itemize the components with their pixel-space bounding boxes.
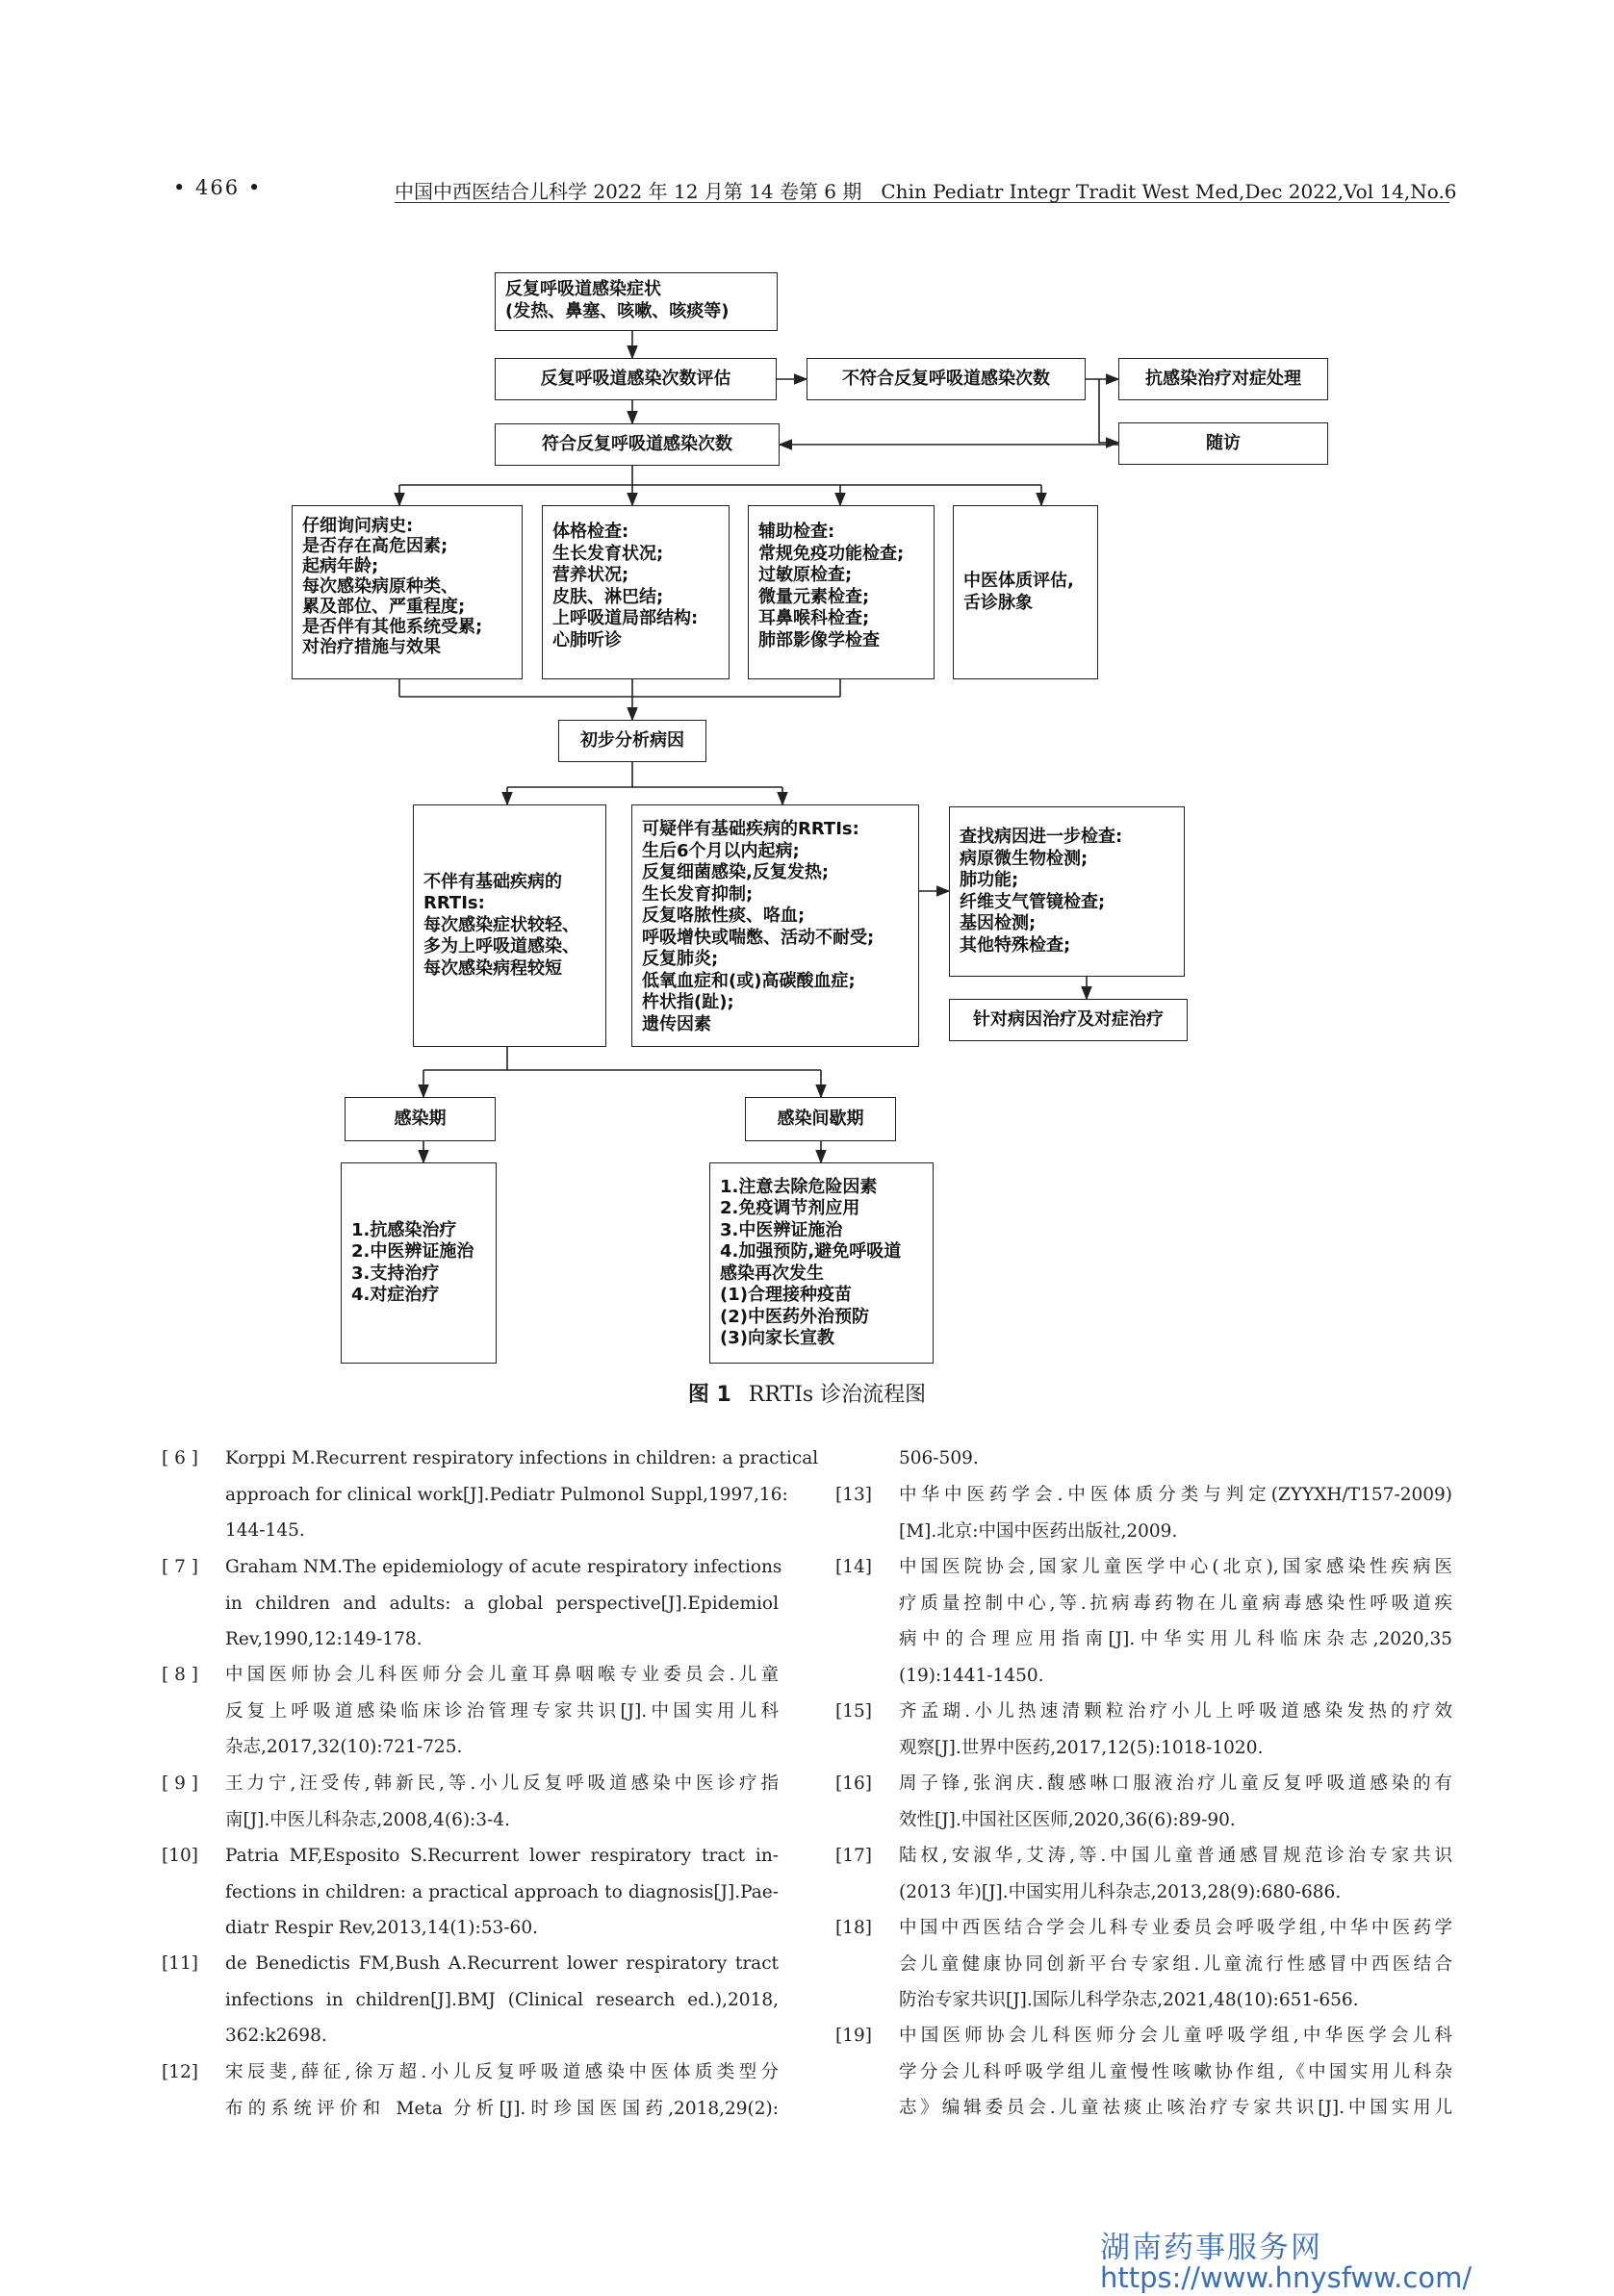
not-meet-criteria-box: 不符合反复呼吸道感染次数 (807, 358, 1086, 400)
interval-treatment-box: 1.注意去除危险因素 2.免疫调节剂应用 3.中医辨证施治 4.加强预防,避免呼吸道 感染再次发生 (1)合理接种疫苗 (2)中医药外治预防 (3)向家长宣教 (709, 1162, 934, 1364)
infection-phase-box: 感染期 (345, 1097, 496, 1141)
follow-up-box: 随访 (1118, 422, 1328, 465)
watermark-url[interactable]: https://www.hnysfww.com/ (1100, 2261, 1473, 2294)
watermark-name: 湖南药事服务网 (1100, 2231, 1322, 2265)
auxiliary-exam-box: 辅助检查: 常规免疫功能检查; 过敏原检查; 微量元素检查; 耳鼻喉科检查; 肺部影像学检查 (748, 505, 935, 679)
count-evaluation-box: 反复呼吸道感染次数评估 (495, 358, 777, 400)
figure-title: RRTIs 诊治流程图 (748, 1383, 927, 1407)
no-underlying-disease-box: 不伴有基础疾病的 RRTIs: 每次感染症状较轻、 多为上呼吸道感染、 每次感染病程较短 (413, 804, 606, 1047)
targeted-treatment-box: 针对病因治疗及对症治疗 (949, 999, 1188, 1041)
further-examination-box: 查找病因进一步检查: 病原微生物检测; 肺功能; 纤维支气管镜检查; 基因检测; 其他特殊检查; (949, 806, 1185, 977)
anti-infection-box: 抗感染治疗对症处理 (1118, 358, 1328, 400)
meets-criteria-box: 符合反复呼吸道感染次数 (495, 423, 780, 466)
figure-label: 图 1 (687, 1383, 731, 1407)
interval-phase-box: 感染间歇期 (745, 1097, 896, 1141)
symptoms-box: 反复呼吸道感染症状 (发热、鼻塞、咳嗽、咳痰等) (495, 272, 778, 331)
physical-exam-box: 体格检查: 生长发育状况; 营养状况; 皮肤、淋巴结; 上呼吸道局部结构: 心肺听诊 (542, 505, 730, 679)
history-box: 仔细询问病史: 是否存在高危因素; 起病年龄; 每次感染病原种类、 累及部位、严重程度; 是否伴有其他系统受累; 对治疗措施与效果 (292, 505, 523, 679)
running-header: 中国中西医结合儿科学 2022 年 12 月第 14 卷第 6 期 Chin Pediatr Integr Tradit West Med,Dec 2022,Vol 14,No.6 (395, 180, 1457, 203)
preliminary-analysis-box: 初步分析病因 (558, 720, 706, 762)
suspected-underlying-disease-box: 可疑伴有基础疾病的RRTIs: 生后6个月以内起病; 反复细菌感染,反复发热; 生长发育抑制; 反复咯脓性痰、咯血; 呼吸增快或喘憋、活动不耐受; 反复肺炎; 低氧血症和(或)高碳酸血症; 杵状指(趾); 遗传因素 (631, 804, 919, 1047)
figure-caption (0, 1378, 1614, 1408)
tcm-assessment-box: 中医体质评估, 舌诊脉象 (953, 505, 1098, 679)
page-number: • 466 • (173, 176, 263, 199)
infection-treatment-box: 1.抗感染治疗 2.中医辨证施治 3.支持治疗 4.对症治疗 (341, 1162, 497, 1364)
